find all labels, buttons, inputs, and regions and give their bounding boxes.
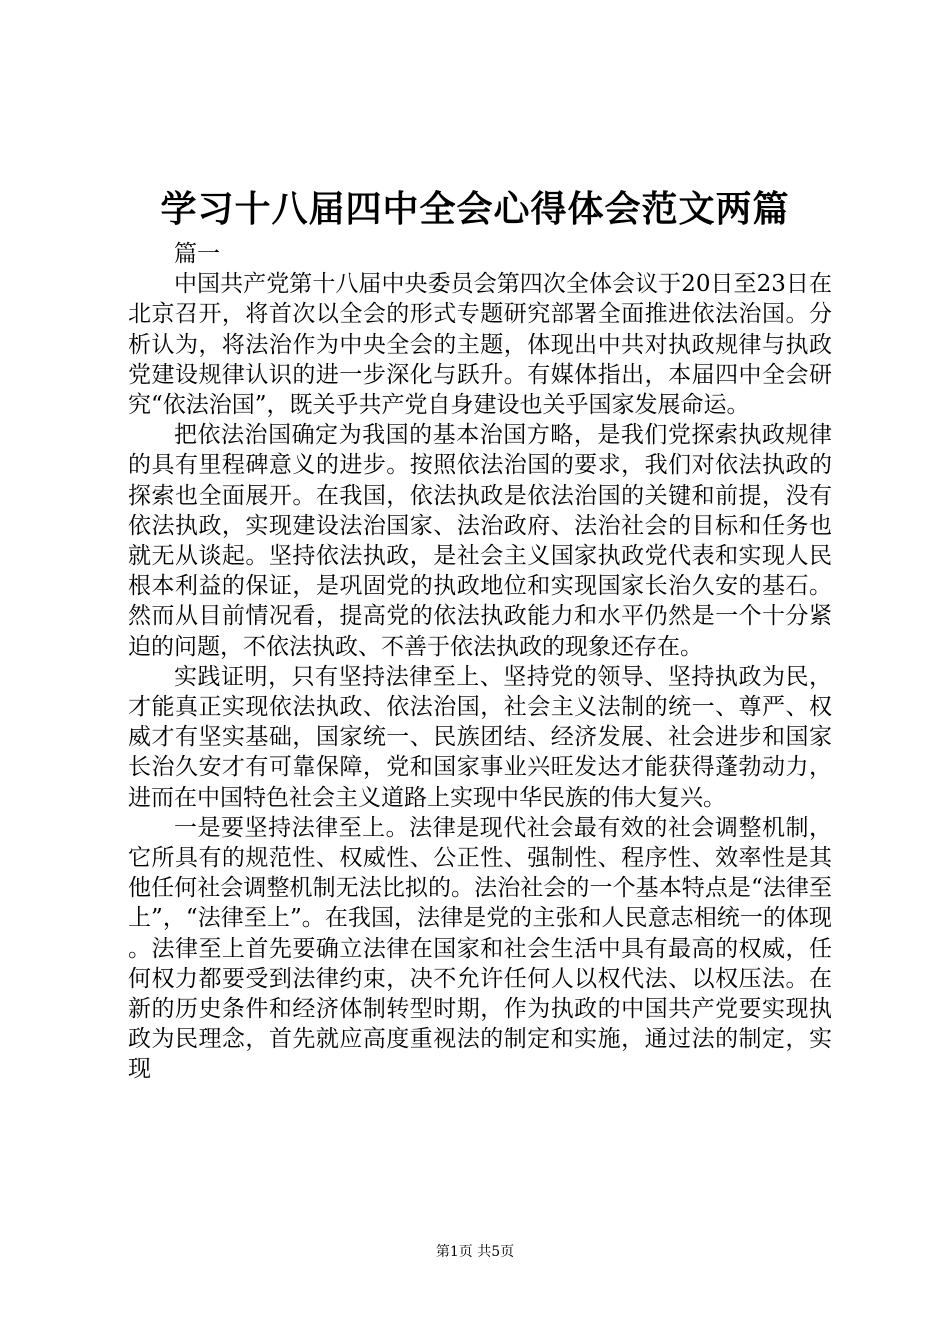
document-title: 学习十八届四中全会心得体会范文两篇 [160,188,790,230]
paragraph: 一是要坚持法律至上。法律是现代社会最有效的社会调整机制，它所具有的规范性、权威性、公正性、强制性、程序性、效率性是其他任何社会调整机制无法比拟的。法治社会的一个基本特点是“法律至上”，“法律至上”。在我国，法律是党的主张和人民意志相统一的体现。法律至上首先要确立法律在国家和社会生活中具有最高的权威，任何权力都要受到法律约束，决不允许任何人以权代法、以权压法。在新的历史条件和经济体制转型时期，作为执政的中国共产党要实现执政为民理念，首先就应高度重视法的制定和实施，通过法的制定，实现 [128,814,832,1083]
section-heading: 篇一 [174,241,220,267]
document-body [128,239,832,1085]
paragraph: 中国共产党第十八届中央委员会第四次全体会议于20日至23日在北京召开，将首次以全会的形式专题研究部署全面推进依法治国。分析认为，将法治作为中央全会的主题，体现出中共对执政规律与执政党建设规律认识的进一步深化与跃升。有媒体指出，本届四中全会研究“依法治国”，既关乎共产党自身建设也关乎国家发展命运。 [128,271,832,419]
page-number-footer: 第1页 共5页 [435,1244,515,1260]
paragraph: 把依法治国确定为我国的基本治国方略，是我们党探索执政规律的具有里程碑意义的进步。按照依法治国的要求，我们对依法执政的探索也全面展开。在我国，依法执政是依法治国的关键和前提，没有依法执政，实现建设法治国家、法治政府、法治社会的目标和任务也就无从谈起。坚持依法执政，是社会主义国家执政党代表和实现人民根本利益的保证，是巩固党的执政地位和实现国家长治久安的基石。然而从目前情况看，提高党的依法执政能力和水平仍然是一个十分紧迫的问题，不依法执政、不善于依法执政的现象还存在。 [128,422,832,660]
paragraph: 实践证明，只有坚持法律至上、坚持党的领导、坚持执政为民，才能真正实现依法执政、依法治国，社会主义法制的统一、尊严、权威才有坚实基础，国家统一、民族团结、经济发展、社会进步和国家长治久安才有可靠保障，党和国家事业兴旺发达才能获得蓬勃动力，进而在中国特色社会主义道路上实现中华民族的伟大复兴。 [128,663,832,811]
